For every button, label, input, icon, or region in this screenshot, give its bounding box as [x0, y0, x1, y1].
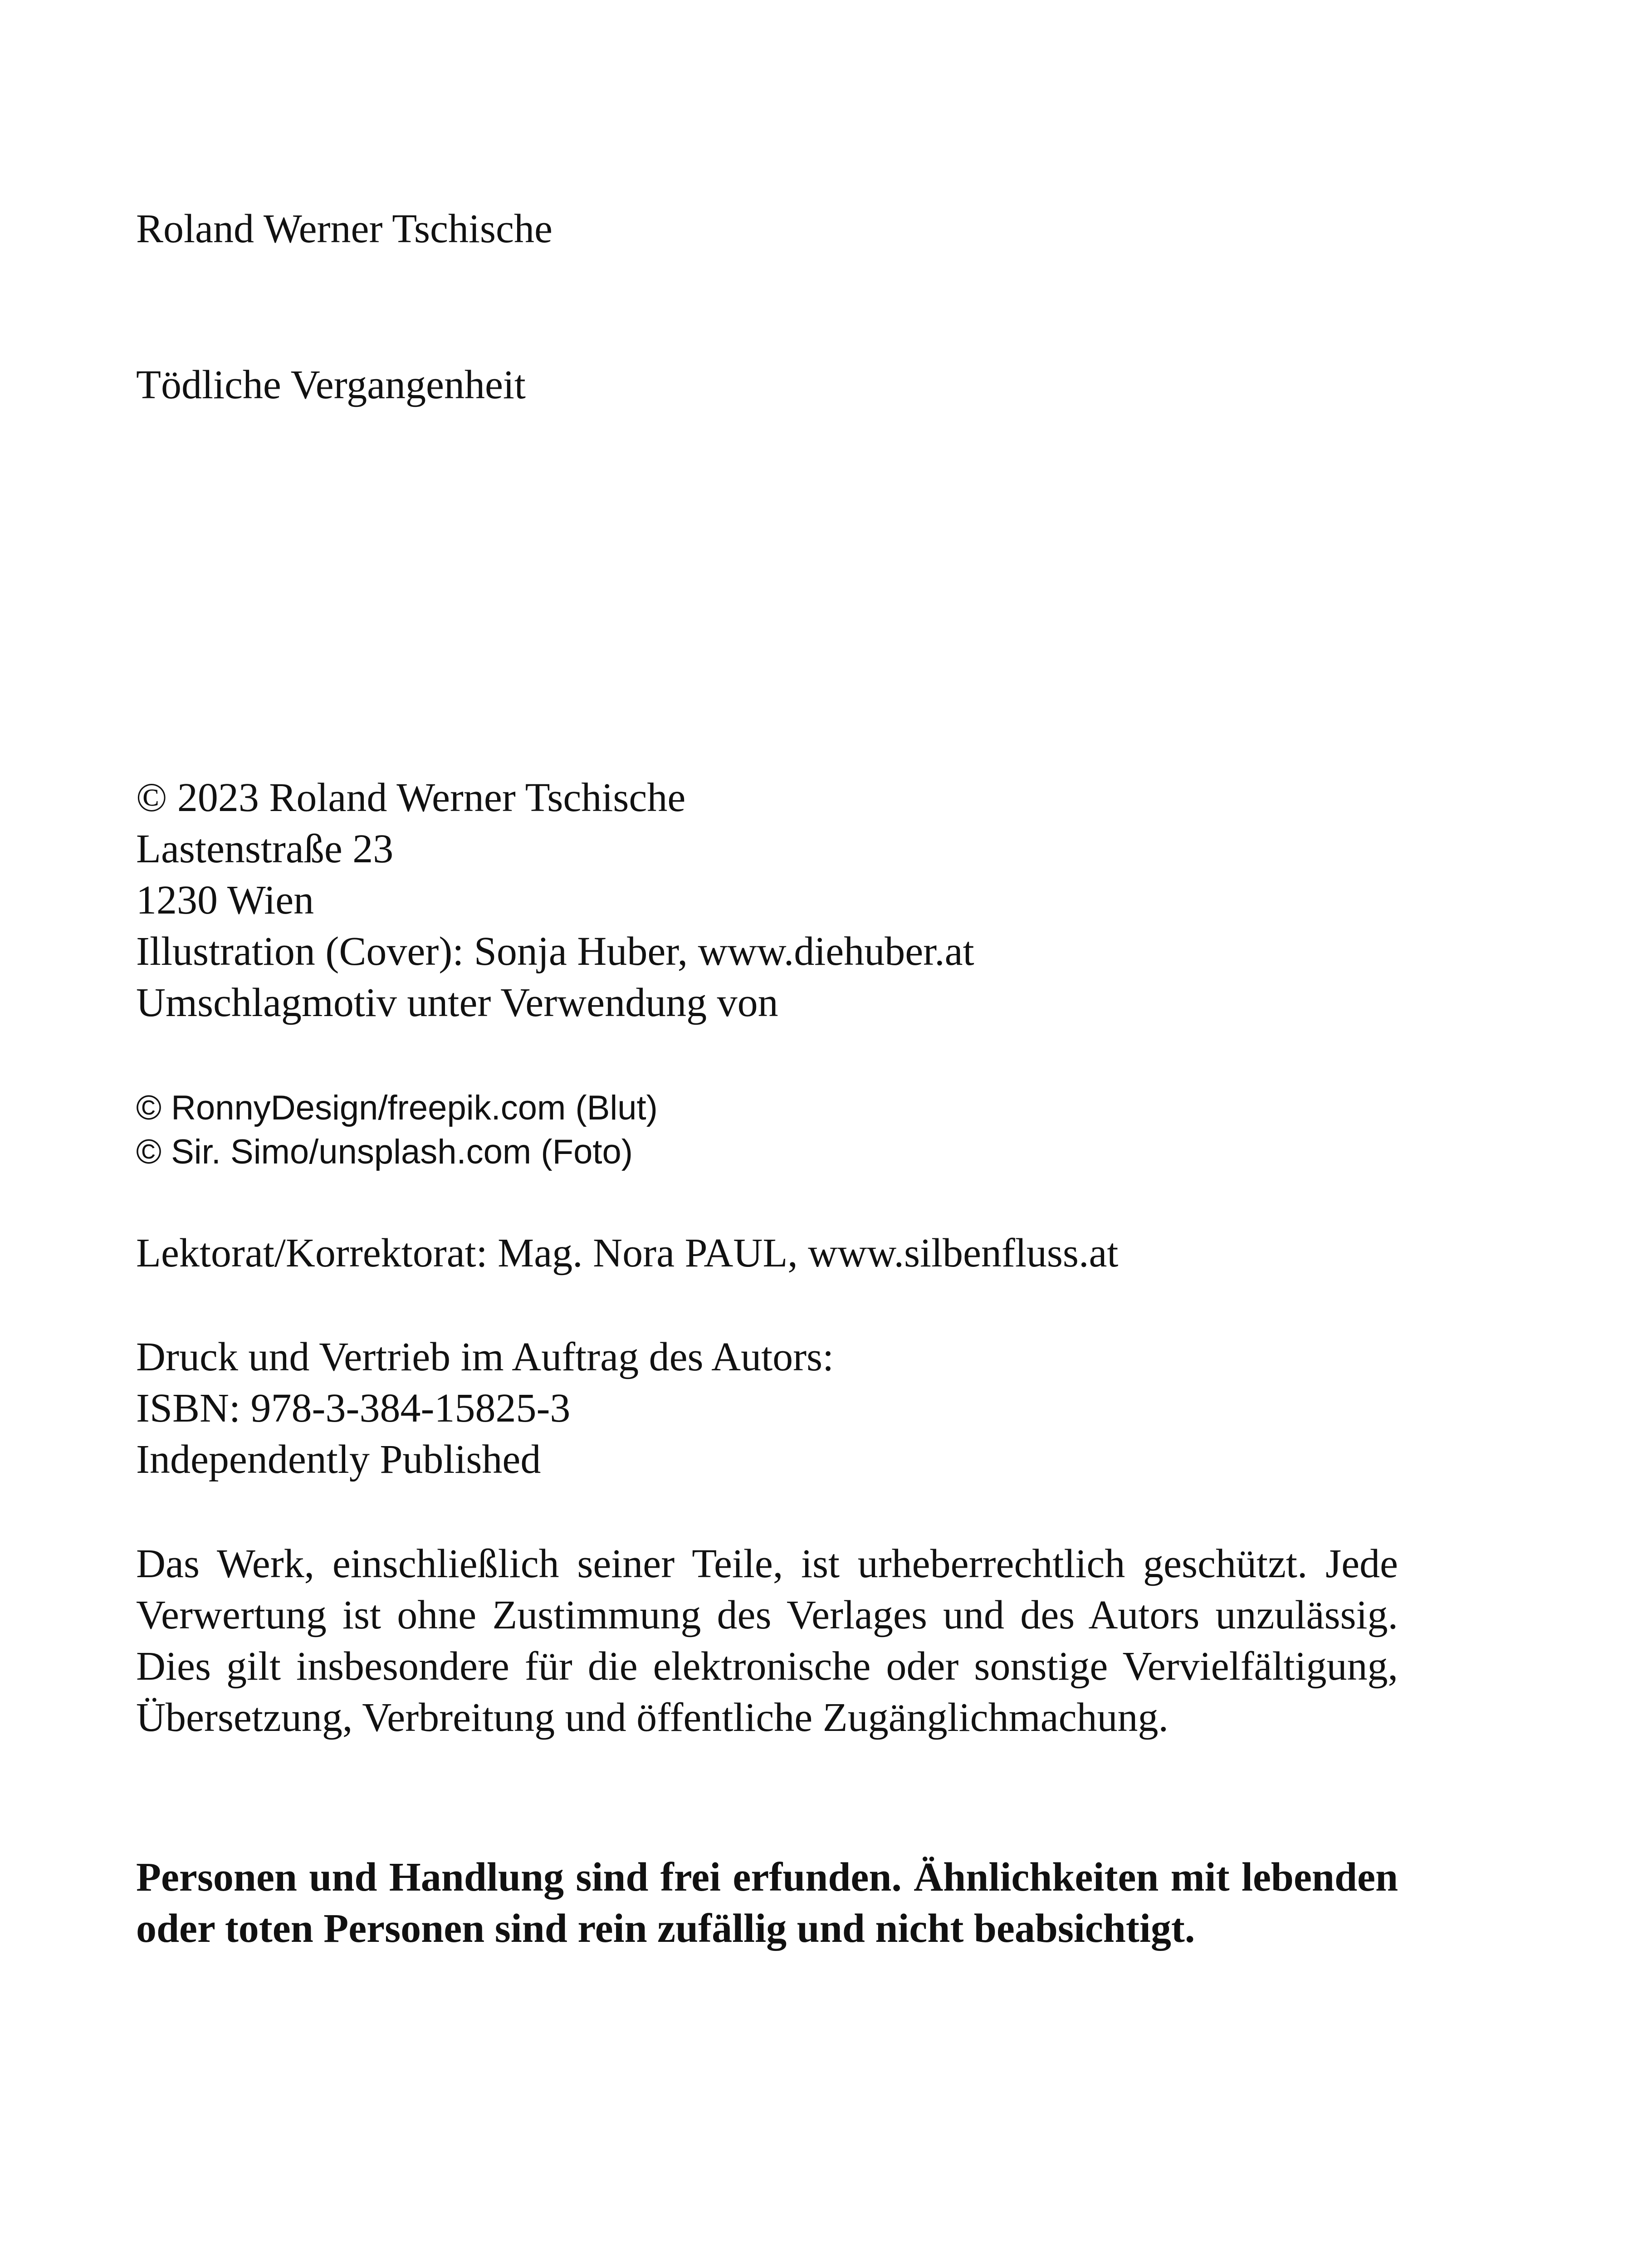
image-credits	[136, 1086, 1398, 1174]
copyright-line: © 2023 Roland Werner Tschische	[136, 775, 686, 820]
image-credit-blood: © RonnyDesign/freepik.com (Blut)	[136, 1089, 658, 1127]
cover-motif-line: Umschlagmotiv unter Verwendung von	[136, 980, 778, 1025]
author-text: Roland Werner Tschische	[136, 206, 552, 251]
illustration-credit: Illustration (Cover): Sonja Huber, www.diehuber.at	[136, 929, 974, 974]
rights-notice: Das Werk, einschließlich seiner Teile, ist urheberrechtlich geschützt. Jede Verwertung ist ohne Zustimmung des Verlages und des Autors unzulässig. Dies gilt insbesondere für die elektronische oder sonstige Vervielfältigung, Übersetzung, Verbreitung und öffentliche Zugänglichmachung.	[136, 1541, 1398, 1740]
isbn-line: ISBN: 978-3-384-15825-3	[136, 1386, 571, 1431]
title-text: Tödliche Vergangenheit	[136, 362, 526, 407]
editing-credit	[136, 1227, 1398, 1279]
imprint-block	[136, 772, 1398, 1028]
publishing-info	[136, 1331, 1398, 1485]
print-line: Druck und Vertrieb im Auftrag des Autors:	[136, 1334, 834, 1379]
fiction-disclaimer: Personen und Handlung sind frei erfunden. Ähnlichkeiten mit lebenden oder toten Personen sind rein zufällig und nicht beabsichtigt.	[136, 1855, 1398, 1951]
city-line: 1230 Wien	[136, 878, 314, 923]
editing-text: Lektorat/Korrektorat: Mag. Nora PAUL, www.silbenfluss.at	[136, 1231, 1119, 1276]
publisher-line: Independently Published	[136, 1437, 541, 1482]
book-title	[136, 359, 1398, 411]
image-credit-photo: © Sir. Simo/unsplash.com (Foto)	[136, 1133, 633, 1171]
author-name	[136, 203, 1398, 254]
street-line: Lastenstraße 23	[136, 826, 394, 871]
